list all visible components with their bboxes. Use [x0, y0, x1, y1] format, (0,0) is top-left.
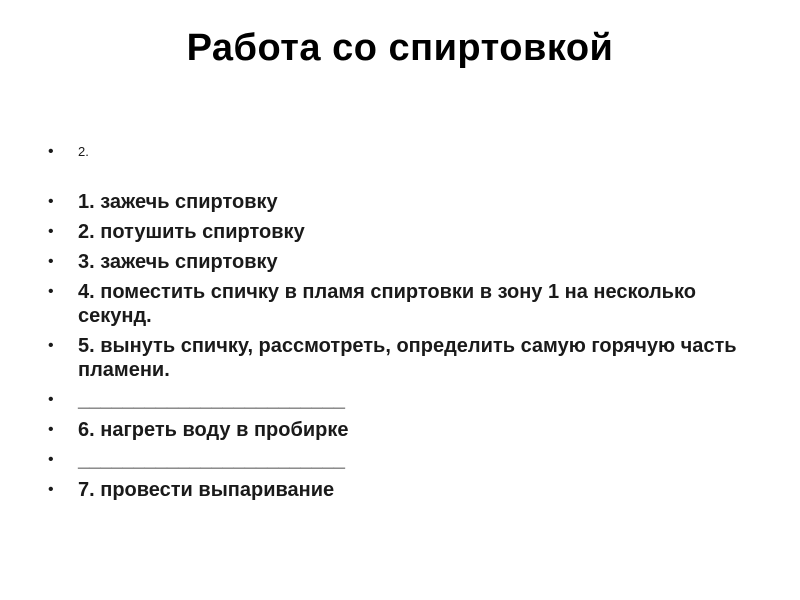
list-item [48, 478, 748, 502]
bullet-icon: • [48, 193, 54, 210]
bullet-icon: • [48, 283, 54, 300]
list-item-text: 6. нагреть воду в пробирке [78, 419, 349, 441]
bullet-icon: • [48, 391, 54, 408]
bullet-icon: • [48, 223, 54, 240]
list-item [48, 250, 748, 274]
bullet-icon: • [48, 143, 54, 160]
list-item [48, 388, 748, 412]
list-item [48, 334, 748, 382]
bullet-icon: • [48, 337, 54, 354]
bullet-icon: • [48, 253, 54, 270]
bullet-icon: • [48, 421, 54, 438]
list-item [48, 220, 748, 244]
list-item [48, 190, 748, 214]
blank-line: ________________________ [78, 389, 345, 411]
list-item-text: 4. поместить спичку в пламя спиртовки в зону 1 на несколько секунд. [78, 281, 696, 327]
bullet-icon: • [48, 451, 54, 468]
list-item [48, 138, 748, 166]
list-item-text: 3. зажечь спиртовку [78, 251, 278, 273]
list-item-text: 2. потушить спиртовку [78, 221, 305, 243]
bullet-icon: • [48, 481, 54, 498]
list-item-text: 7. провести выпаривание [78, 479, 335, 501]
list-item [48, 280, 748, 328]
list-item [48, 448, 748, 472]
bullet-list [48, 138, 748, 508]
list-item-text: 2. [78, 144, 89, 159]
list-item-text: 5. вынуть спичку, рассмотреть, определить самую горячую часть пламени. [78, 335, 737, 381]
list-item [48, 418, 748, 442]
blank-line: ________________________ [78, 449, 345, 471]
slide-title: Работа со спиртовкой [186, 27, 614, 69]
list-item-text: 1. зажечь спиртовку [78, 191, 278, 213]
